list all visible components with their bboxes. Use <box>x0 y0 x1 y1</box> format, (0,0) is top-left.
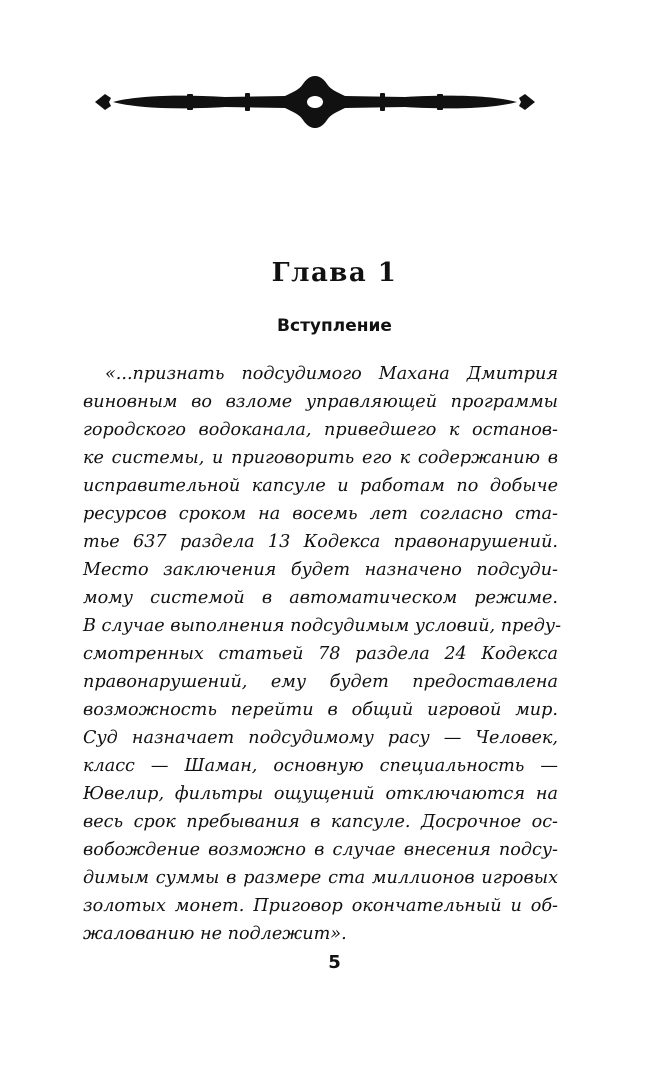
page-number: 5 <box>328 952 341 973</box>
body-line: виновным во взломе управляющей программы <box>83 392 558 412</box>
body-line: городского водоканала, приведшего к останов- <box>83 420 558 440</box>
body-line: Суд назначает подсудимому расу — Человек, <box>83 728 558 748</box>
body-line: класс — Шаман, основную специальность — <box>83 756 558 776</box>
body-line: мому системой в автоматическом режиме. <box>83 588 558 608</box>
body-line: золотых монет. Приговор окончательный и об- <box>83 896 558 916</box>
body-line: жалованию не подлежит». <box>83 924 347 944</box>
body-paragraph <box>83 360 562 948</box>
body-line: Ювелир, фильтры ощущений отключаются на <box>83 784 558 804</box>
body-line: смотренных статьей 78 раздела 24 Кодекса <box>83 644 558 664</box>
body-line: весь срок пребывания в капсуле. Досрочное ос- <box>83 812 558 832</box>
body-line: ке системы, и приговорить его к содержанию в <box>83 448 558 468</box>
body-line: «...признать подсудимого Махана Дмитрия <box>105 364 558 384</box>
body-line: Место заключения будет назначено подсуди- <box>83 560 558 580</box>
chapter-subtitle: Вступление <box>277 316 392 336</box>
decorative-ornament-icon <box>95 76 535 128</box>
body-line: правонарушений, ему будет предоставлена <box>83 672 558 692</box>
body-line: В случае выполнения подсудимым условий, преду- <box>83 616 562 636</box>
body-line: димым суммы в размере ста миллионов игровых <box>83 868 558 888</box>
body-line: исправительной капсуле и работам по добыче <box>83 476 558 496</box>
chapter-title: Глава 1 <box>271 258 398 288</box>
body-line: вобождение возможно в случае внесения подсу- <box>83 840 558 860</box>
body-line: возможность перейти в общий игровой мир. <box>83 700 558 720</box>
body-line: тье 637 раздела 13 Кодекса правонарушений. <box>83 532 558 552</box>
body-line: ресурсов сроком на восемь лет согласно ста- <box>83 504 558 524</box>
